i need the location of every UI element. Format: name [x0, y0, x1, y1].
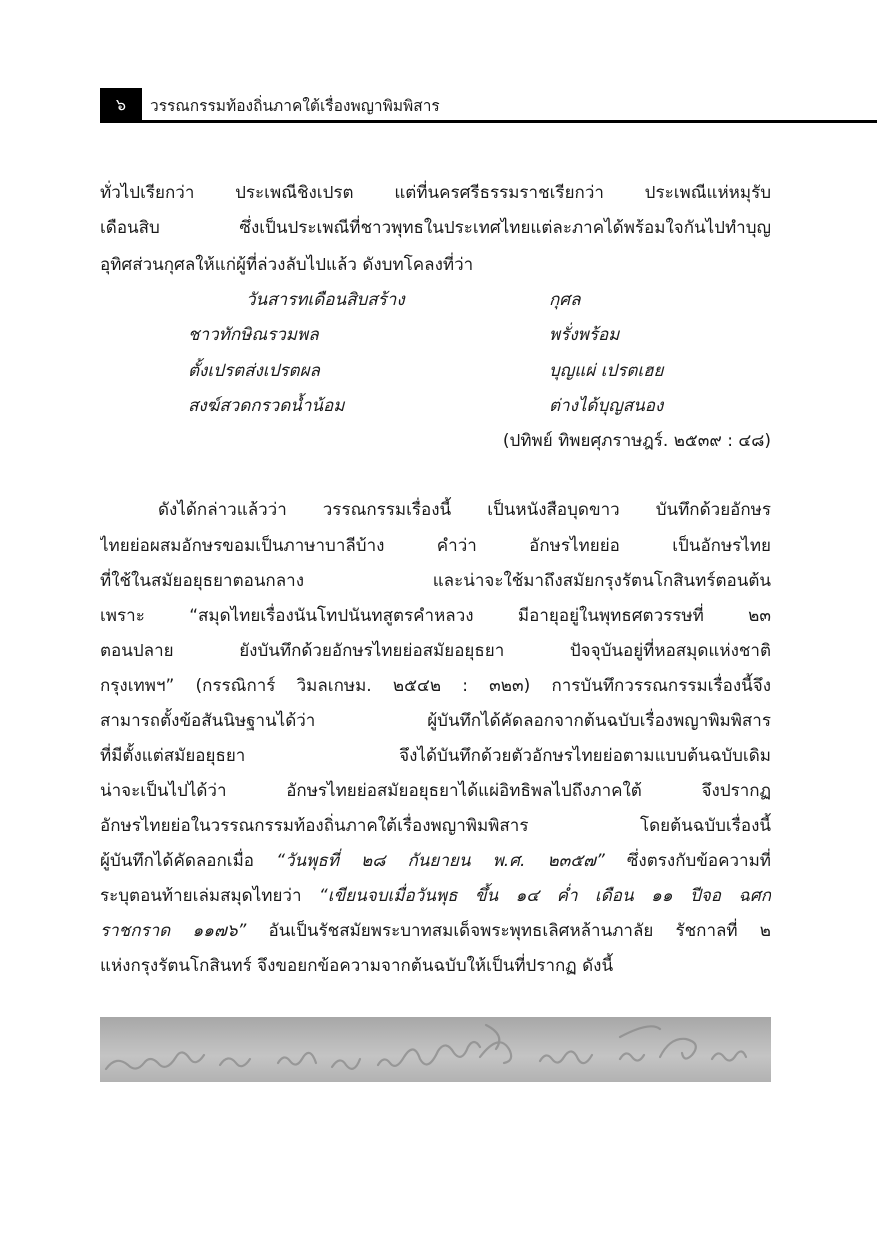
- para2-line-5: ตอนปลาย ยังบันทึกด้วยอักษรไทยย่อสมัยอยุธยา ปัจจุบันอยู่ที่หอสมุดแห่งชาติ: [100, 641, 771, 661]
- verse-right-1: กุศล: [549, 290, 581, 310]
- verse-left-1: วันสารทเดือนสิบสร้าง: [246, 290, 405, 310]
- para2-line-10: อักษรไทยย่อในวรรณกรรมท้องถิ่นภาคใต้เรื่องพญาพิมพิสาร โดยต้นฉบับเรื่องนี้: [100, 816, 771, 836]
- para2-line-8: ที่มีตั้งแต่สมัยอยุธยา จึงได้บันทึกด้วยตัวอักษรไทยย่อตามแบบต้นฉบับเดิม: [100, 746, 771, 766]
- para2-line-4: เพราะ “สมุดไทยเรื่องนันโทปนันทสูตรคำหลวง มีอายุอยู่ในพุทธศตวรรษที่ ๒๓: [100, 606, 771, 626]
- colophon-quote-start: “เขียนจบเมื่อวันพุธ ขึ้น ๑๔ ค่ำ เดือน ๑๑ ปีจอ ฉศก: [318, 886, 771, 906]
- para2-line-6: กรุงเทพฯ” (กรรณิการ์ วิมลเกษม. ๒๕๔๒ : ๓๒๓) การบันทึกวรรณกรรมเรื่องนี้จึง: [100, 676, 771, 696]
- para2-line-9: น่าจะเป็นไปได้ว่า อักษรไทยย่อสมัยอยุธยาได้แผ่อิทธิพลไปถึงภาคใต้ จึงปรากฏ: [100, 781, 771, 801]
- para2-line-13: [100, 914, 771, 948]
- para2-line-12: [100, 879, 771, 913]
- verse-left-2: ชาวทักษิณรวมพล: [188, 325, 319, 345]
- manuscript-script-icon: [100, 1017, 771, 1082]
- page-number: ๖: [100, 88, 142, 121]
- verse-left-4: สงฆ์สวดกรวดน้ำน้อม: [188, 396, 345, 416]
- manuscript-photo: [100, 1017, 771, 1082]
- verse-right-3: บุญแผ่ เปรตเฮย: [549, 361, 664, 381]
- para2-line-14: แห่งกรุงรัตนโกสินทร์ จึงขอยกข้อความจากต้นฉบับให้เป็นที่ปรากฏ ดังนี้: [100, 956, 614, 976]
- running-title: วรรณกรรมท้องถิ่นภาคใต้เรื่องพญาพิมพิสาร: [150, 97, 440, 115]
- colophon-quote-end: ราชกราด ๑๑๗๖”: [100, 921, 247, 941]
- header-rule: [100, 120, 877, 123]
- para2-line-7: สามารถตั้งข้อสันนิษฐานได้ว่า ผู้บันทึกได้คัดลอกจากต้นฉบับเรื่องพญาพิมพิสาร: [100, 711, 771, 731]
- line11-after: ซึ่งตรงกับข้อความที่: [604, 851, 771, 871]
- para2-line-3: ที่ใช้ในสมัยอยุธยาตอนกลาง และน่าจะใช้มาถึงสมัยกรุงรัตนโกสินทร์ตอนต้น: [100, 571, 771, 591]
- para1-line-2: เดือนสิบ ซึ่งเป็นประเพณีที่ชาวพุทธในประเทศไทยแต่ละภาคได้พร้อมใจกันไปทำบุญ: [100, 218, 771, 238]
- para1-line-1: ทั่วไปเรียกว่า ประเพณีชิงเปรต แต่ที่นครศรีธรรมราชเรียกว่า ประเพณีแห่หมุรับ: [100, 183, 771, 203]
- verse-right-2: พรั่งพร้อม: [549, 325, 620, 345]
- verse-citation: (ปทิพย์ ทิพยศุภราษฎร์. ๒๕๓๙ : ๔๘): [502, 431, 771, 451]
- date-quote: “วันพุธที่ ๒๘ กันยายน พ.ศ. ๒๓๕๗”: [276, 851, 605, 871]
- para2-line-11: [100, 844, 771, 878]
- para2-line-2: ไทยย่อผสมอักษรขอมเป็นภาษาบาลีบ้าง คำว่า อักษรไทยย่อ เป็นอักษรไทย: [100, 536, 771, 556]
- para1-line-3: อุทิศส่วนกุศลให้แก่ผู้ที่ล่วงลับไปแล้ว ดังบทโคลงที่ว่า: [100, 255, 474, 275]
- verse-left-3: ตั้งเปรตส่งเปรตผล: [188, 361, 320, 381]
- line13-after: อันเป็นรัชสมัยพระบาทสมเด็จพระพุทธเลิศหล้านภาลัย รัชกาลที่ ๒: [246, 921, 771, 941]
- line12-before: ระบุตอนท้ายเล่มสมุดไทยว่า: [100, 886, 319, 906]
- line11-before: ผู้บันทึกได้คัดลอกเมื่อ: [100, 851, 277, 871]
- verse-right-4: ต่างได้บุญสนอง: [549, 396, 664, 416]
- para2-line-1: ดังได้กล่าวแล้วว่า วรรณกรรมเรื่องนี้ เป็นหนังสือบุดขาว บันทึกด้วยอักษร: [158, 500, 771, 520]
